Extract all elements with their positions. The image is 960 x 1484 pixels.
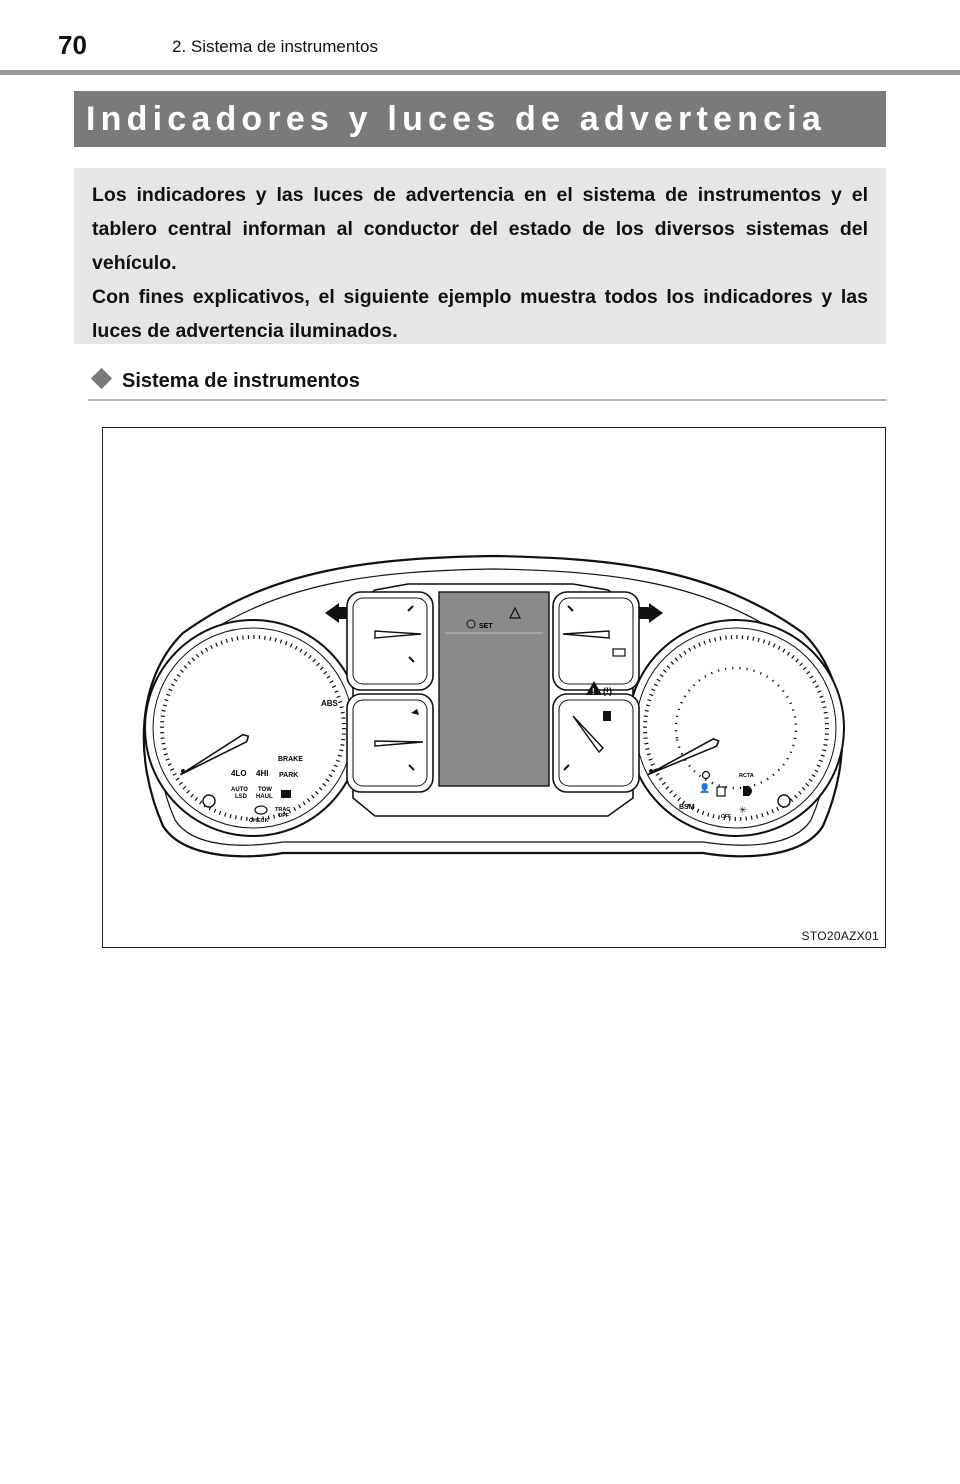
diamond-bullet-icon: [91, 368, 112, 389]
check-engine-indicator: CHECK: [249, 818, 269, 824]
auto-lsd-indicator: AUTO: [231, 787, 248, 793]
speedometer-gauge: [145, 620, 361, 836]
haul-indicator: HAUL: [256, 794, 273, 800]
four-lo-indicator: 4LO: [231, 769, 247, 778]
running-head: 2. Sistema de instrumentos: [172, 37, 378, 56]
fog-light-indicator-icon: ✳: [739, 805, 747, 815]
small-gauge-bottom-left: [347, 694, 433, 792]
subsection-rule: [88, 399, 886, 401]
master-warning-mark: !: [592, 687, 595, 696]
tire-pressure-indicator: (!): [603, 686, 612, 696]
instrument-cluster-figure: [102, 427, 886, 948]
small-gauge-top-left: [347, 592, 433, 690]
brake-indicator: BRAKE: [278, 756, 303, 763]
trac-off-label: OFF: [278, 813, 289, 819]
small-gauge-bottom-right: [553, 694, 639, 792]
instrument-cluster-illustration: [103, 428, 885, 947]
section-title-bar: [74, 91, 886, 147]
trac-off-indicator: TRAC: [275, 807, 291, 813]
tow-haul-indicator: TOW: [258, 787, 272, 793]
header-rule: [0, 70, 960, 75]
bsm-indicator: BSM: [679, 804, 695, 811]
seatbelt-indicator-icon: 👤: [699, 783, 711, 793]
fuel-indicator-icon: [603, 711, 611, 721]
intro-paragraph-1: Los indicadores y las luces de advertencia en el sistema de instrumentos y el tablero central informan al conductor del estado de los diversos sistemas del vehículo.: [92, 184, 868, 274]
section-title: Indicadores y luces de advertencia: [86, 100, 826, 138]
park-indicator: PARK: [279, 772, 299, 779]
subsection-title: Sistema de instrumentos: [122, 370, 360, 392]
figure-code: STO20AZX01: [801, 929, 879, 943]
intro-paragraph-2: Con fines explicativos, el siguiente ejemplo muestra todos los indicadores y las luces de advertencia iluminados.: [92, 286, 868, 342]
tachometer-gauge: [628, 620, 844, 836]
intro-box: [74, 168, 886, 344]
small-gauge-top-right: [553, 592, 639, 690]
four-hi-indicator: 4HI: [256, 769, 269, 778]
brightness-knob: [778, 795, 790, 807]
subsection-heading: [88, 367, 886, 401]
security-indicator-icon: [281, 790, 291, 798]
cruise-set-indicator: SET: [479, 623, 493, 630]
trip-reset-knob: [203, 795, 215, 807]
vsc-off-label: OFF: [721, 814, 731, 820]
lsd-indicator: LSD: [235, 794, 247, 800]
rcta-indicator: RCTA: [739, 773, 754, 779]
multi-information-display: [439, 592, 549, 786]
page-number: 70: [58, 30, 87, 60]
abs-indicator: ABS: [321, 699, 338, 708]
